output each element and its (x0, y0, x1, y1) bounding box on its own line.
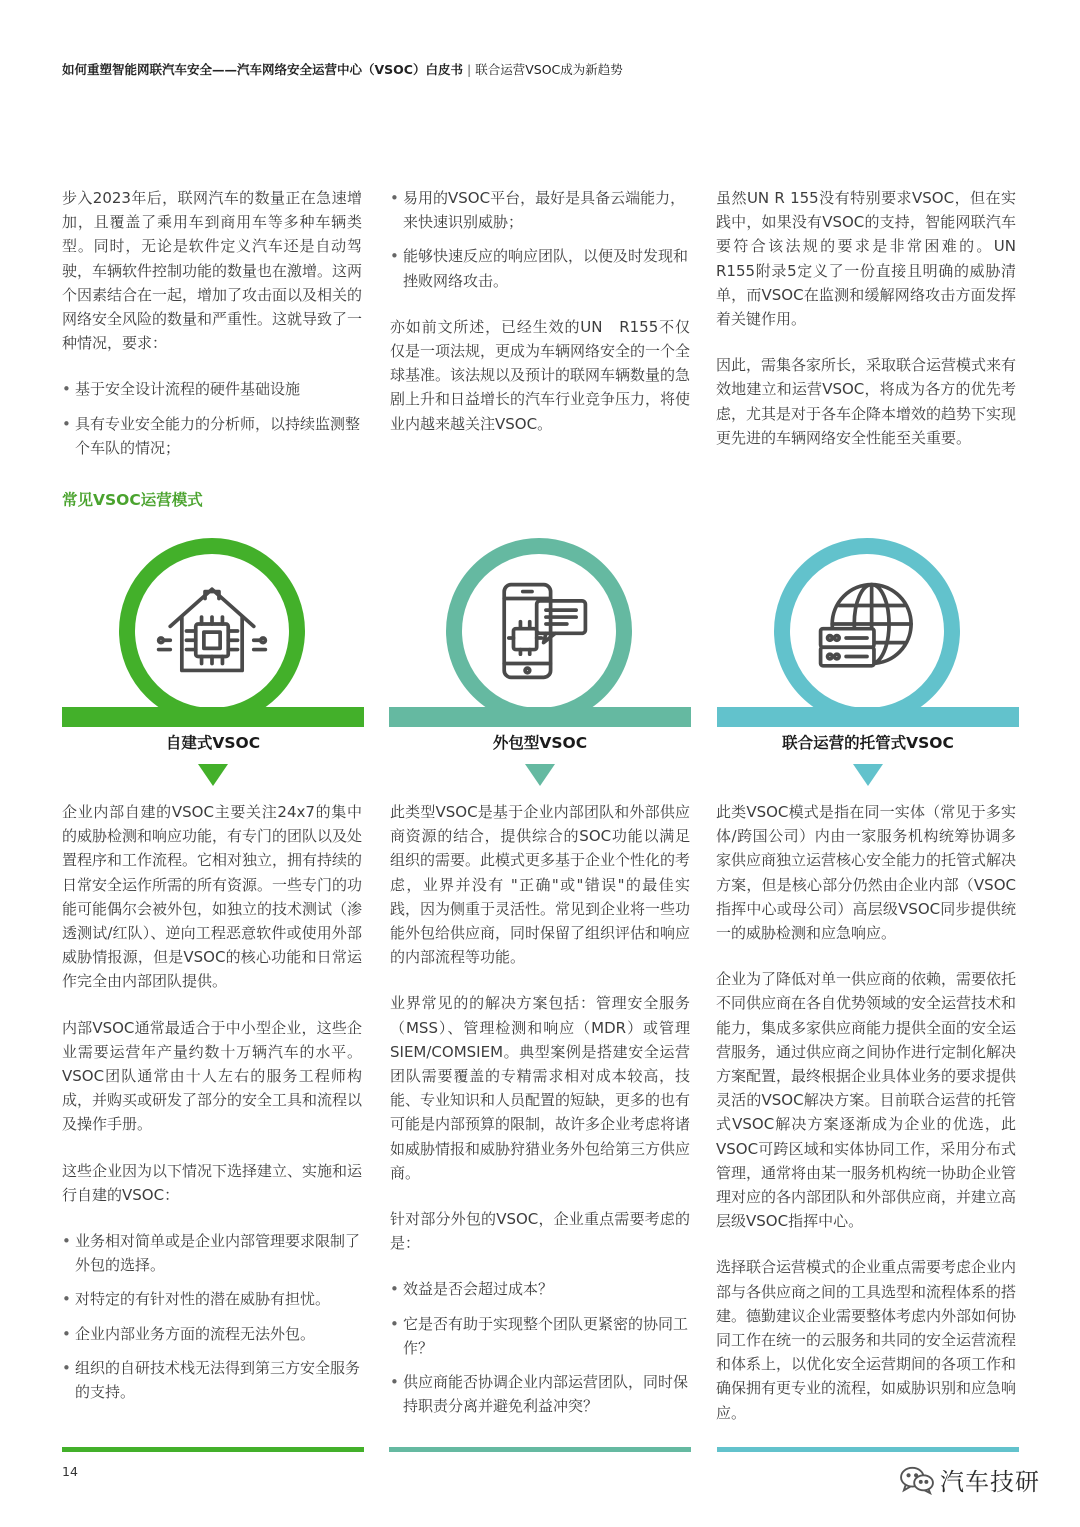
list-item: • 它是否有助于实现整个团队更紧密的协同工作？ (390, 1312, 690, 1360)
top-column-2 (390, 186, 690, 458)
bullet-list (390, 1277, 690, 1418)
section-title: 常见VSOC运营模式 (62, 491, 203, 509)
header-separator: | (466, 62, 472, 77)
paragraph: 因此，需集各家所长，采取联合运营模式来有效地建立和运营VSOC，将成为各方的优先考虑，尤其是对于各车企降本增效的趋势下实现更先进的车辆网络安全性能至关重要。 (716, 356, 1017, 447)
paragraph: 这些企业因为以下情况下选择建立、实施和运行自建的VSOC： (62, 1161, 363, 1204)
model-label: 联合运营的托管式VSOC (782, 734, 954, 752)
footer-rule (62, 1447, 364, 1452)
phone-chat-icon (481, 573, 597, 689)
paragraph: 亦如前文所述，已经生效的UN R155不仅仅是一项法规，更成为车辆网络安全的一个全球基准。该法规以及预计的联网车辆数量的急剧上升和日益增长的汽车行业竞争压力，将使业内越来越关注VSOC。 (390, 317, 691, 433)
paragraph: 企业为了降低对单一供应商的依赖，需要依托不同供应商在各自优势领域的安全运营技术和能力，集成多家供应商能力提供全面的安全运营服务，通过供应商之间协作进行定制化解决方案配置，最终根据企业具体业务的要求提供灵活的VSOC解决方案。目前联合运营的托管式VSOC解决方案逐渐成为企业的优选，此VSOC可跨区域和实体协同工作，采用分布式管理，通常将由某一服务机构统一协助企业管理对应的各内部团队和外部供应商，并建立高层级VSOC指挥中心。 (716, 970, 1017, 1231)
list-item: • 具有专业安全能力的分析师，以持续监测整个车队的情况； (62, 412, 362, 460)
paragraph: 此类型VSOC是基于企业内部团队和外部供应商资源的结合，提供综合的SOC功能以满足组织的需要。此模式更多基于企业个性化的考虑，业界并没有 "正确"或"错误"的最佳实践，因为侧重于灵活性。常见到企业将一些功能外包给供应商，同时保留了组织评估和响应的内部流程等功能。 (390, 803, 691, 967)
model-ring (446, 538, 632, 724)
model-outsourced (389, 530, 691, 792)
paragraph: 内部VSOC通常最适合于中小型企业，这些企业需要运营年产量约数十万辆汽车的水平。VSOC团队通常由十人左右的服务工程师构成，并购买或研发了部分的安全工具和流程以及操作手册。 (62, 1018, 363, 1134)
model-bar (389, 707, 691, 727)
bullet-list (390, 186, 690, 293)
footer-rule (717, 1447, 1019, 1452)
list-item: • 易用的VSOC平台，最好是具备云端能力，来快速识别威胁； (390, 186, 690, 234)
top-column-1 (62, 186, 362, 482)
model-label: 自建式VSOC (165, 734, 261, 752)
paragraph: 选择联合运营模式的企业重点需要考虑企业内部与各供应商之间的工具选型和流程体系的搭建。德勤建议企业需要整体考虑内外部如何协同工作在统一的云服务和共同的安全运营流程和体系上，以优化安全运营期间的各项工作和确保拥有更专业的流程，如威胁识别和应急响应。 (716, 1258, 1017, 1422)
top-column-3 (716, 186, 1032, 472)
list-item: • 基于安全设计流程的硬件基础设施 (62, 377, 362, 401)
bullet-list (62, 1229, 362, 1404)
paragraph: 步入2023年后，联网汽车的数量正在急速增加，且覆盖了乘用车到商用车等多种车辆类型。同时，无论是软件定义汽车还是自动驾驶，车辆软件控制功能的数量也在激增。这两个因素结合在一起，增加了攻击面以及相关的网络安全风险的数量和严重性。这就导致了一种情况，要求： (62, 189, 363, 353)
list-item: • 组织的自研技术栈无法得到第三方安全服务的支持。 (62, 1356, 362, 1404)
paragraph: 业界常见的的解决方案包括：管理安全服务（MSS）、管理检测和响应（MDR）或管理SIEM/COMSIEM。典型案例是搭建安全运营团队需要覆盖的专精需求相对成本较高，技能、专业知识和人员配置的短缺，更多的也有可能是内部预算的限制，故许多企业考虑将诸如威胁情报和威胁狩猎业务外包给第三方供应商。 (390, 994, 691, 1182)
list-item: • 对特定的有针对性的潜在威胁有担忧。 (62, 1287, 362, 1311)
model-ring (774, 538, 960, 724)
down-arrow-icon (525, 764, 555, 786)
paragraph: 企业内部自建的VSOC主要关注24x7的集中的威胁检测和响应功能，有专门的团队以及处置程序和工作流程。它相对独立，拥有持续的日常安全运作所需的所有资源。一些专门的功能可能偶尔会被外包，如独立的技术测试（渗透测试/红队）、逆向工程恶意软件或使用外部威胁情报源，但是VSOC的核心功能和日常运作完全由内部团队提供。 (62, 803, 363, 991)
watermark-text: 汽车技研 (940, 1468, 1040, 1496)
model-bar (717, 707, 1019, 727)
model-bar (62, 707, 364, 727)
list-item: • 供应商能否协调企业内部运营团队，同时保持职责分离并避免利益冲突？ (390, 1370, 690, 1418)
running-header (62, 60, 623, 78)
model-self-built (62, 530, 364, 792)
down-arrow-icon (198, 764, 228, 786)
watermark (898, 1462, 1040, 1497)
paragraph: 此类VSOC模式是指在同一实体（常见于多实体/跨国公司）内由一家服务机构统筹协调多家供应商独立运营核心安全能力的托管式解决方案，但是核心部分仍然由企业内部（VSOC指挥中心或母公司）高层级VSOC同步提供统一的威胁检测和应急响应。 (716, 803, 1017, 943)
model-joint-managed (717, 530, 1019, 792)
bottom-column-2 (390, 800, 690, 1440)
paragraph: 针对部分外包的VSOC，企业重点需要考虑的是： (390, 1210, 690, 1253)
model-label: 外包型VSOC (492, 734, 588, 752)
globe-server-icon (809, 573, 925, 689)
list-item: • 能够快速反应的响应团队，以便及时发现和挫败网络攻击。 (390, 244, 690, 292)
chip-house-icon (154, 573, 270, 689)
model-ring (119, 538, 305, 724)
list-item: • 业务相对简单或是企业内部管理要求限制了外包的选择。 (62, 1229, 362, 1277)
list-item: • 效益是否会超过成本？ (390, 1277, 690, 1301)
header-title: 如何重塑智能网联汽车安全——汽车网络安全运营中心（VSOC）白皮书 (62, 62, 463, 77)
header-section: 联合运营VSOC成为新趋势 (475, 62, 623, 77)
list-item: • 企业内部业务方面的流程无法外包。 (62, 1322, 362, 1346)
bottom-column-3 (716, 800, 1016, 1447)
paragraph: 虽然UN R 155没有特别要求VSOC，但在实践中，如果没有VSOC的支持，智能网联汽车要符合该法规的要求是非常困难的。UN R155附录5定义了一份直接且明确的威胁清单，而VSOC在监测和缓解网络攻击方面发挥着关键作用。 (716, 189, 1032, 329)
bottom-column-1 (62, 800, 362, 1426)
page-number: 14 (62, 1464, 78, 1479)
bullet-list (62, 377, 362, 460)
footer-rule (389, 1447, 691, 1452)
down-arrow-icon (853, 764, 883, 786)
wechat-icon (898, 1465, 936, 1495)
